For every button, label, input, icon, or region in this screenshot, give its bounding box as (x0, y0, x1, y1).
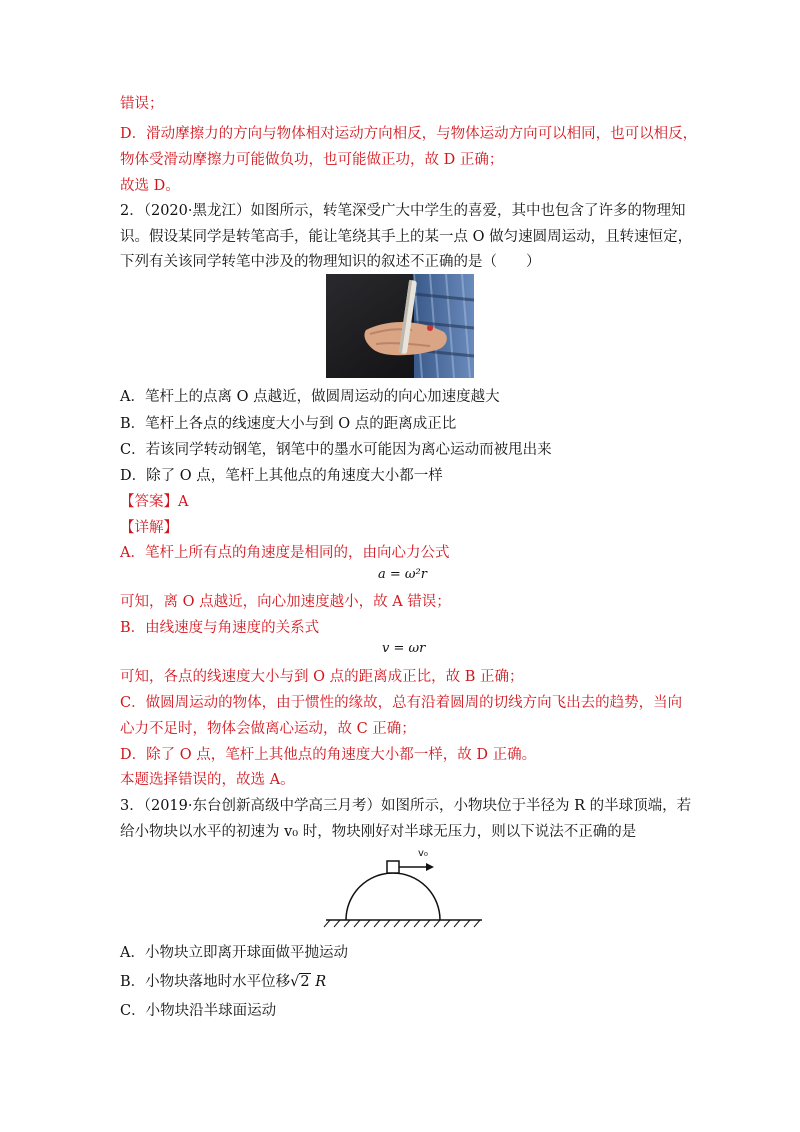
prev-answer-error-line: 错误； (120, 96, 164, 112)
q2-stem-line-2: 识。假设某同学是转笔高手，能让笔绕其手上的某一点 O 做匀速圆周运动，且转速恒定， (120, 229, 693, 245)
q2-detail-d: D．除了 O 点，笔杆上其他点的角速度大小都一样，故 D 正确。 (120, 747, 537, 763)
pen-spinning-photo (326, 274, 474, 378)
q3-option-b-radius: R (310, 974, 327, 990)
q2-detail-b: B．由线速度与角速度的关系式 (120, 620, 320, 636)
q2-option-c: C．若该同学转动钢笔，钢笔中的墨水可能因为离心运动而被甩出来 (120, 442, 552, 458)
q3-stem-line-1: 3．（2019·东台创新高级中学高三月考）如图所示，小物块位于半径为 R 的半球顶端，若 (120, 798, 692, 814)
q2-detail-a: A．笔杆上所有点的角速度是相同的，由向心力公式 (120, 545, 450, 561)
q3-option-b-text: B．小物块落地时水平位移 (120, 974, 291, 990)
prev-answer-d-line-1: D．滑动摩擦力的方向与物体相对运动方向相反，与物体运动方向可以相同，也可以相反， (120, 126, 698, 142)
q2-detail-a-conclusion: 可知，离 O 点越近，向心加速度越小，故 A 错误； (120, 594, 451, 610)
sqrt-radicand: 2 (300, 974, 310, 990)
q2-stem-line-3: 下列有关该同学转笔中涉及的物理知识的叙述不正确的是（ ） (120, 254, 541, 270)
q2-detail-c-line-1: C．做圆周运动的物体，由于惯性的缘故，总有沿着圆周的切线方向飞出去的趋势，当向 (120, 695, 683, 711)
q2-detail-b-conclusion: 可知，各点的线速度大小与到 O 点的距离成正比，故 B 正确； (120, 669, 524, 685)
prev-answer-conclusion: 故选 D。 (120, 178, 180, 194)
hemisphere-arc (346, 873, 440, 920)
q2-formula-velocity: v = ωr (382, 641, 426, 656)
velocity-label: v₀ (418, 848, 428, 859)
q2-formula-centripetal: a = ω²r (378, 567, 427, 582)
q3-option-b (120, 972, 326, 992)
q2-detail-conclusion: 本题选择错误的，故选 A。 (120, 772, 295, 788)
q3-option-a: A．小物块立即离开球面做平抛运动 (120, 945, 348, 961)
pen-spinning-image (326, 274, 474, 378)
q2-stem-line-1: 2．（2020·黑龙江）如图所示，转笔深受广大中学生的喜爱，其中也包含了许多的物理知 (120, 203, 686, 219)
q3-option-c: C．小物块沿半球面运动 (120, 1003, 277, 1019)
q2-detail-c-line-2: 心力不足时，物体会做离心运动，故 C 正确； (120, 721, 416, 737)
hemisphere-diagram (322, 842, 484, 928)
q2-option-d: D．除了 O 点，笔杆上其他点的角速度大小都一样 (120, 468, 443, 484)
ground-hatching (324, 920, 480, 927)
q2-option-a: A．笔杆上的点离 O 点越近，做圆周运动的向心加速度越大 (120, 389, 500, 405)
velocity-arrowhead (426, 863, 434, 871)
prev-answer-d-line-2: 物体受滑动摩擦力可能做负功，也可能做正功，故 D 正确； (120, 152, 504, 168)
q2-detail-title: 【详解】 (120, 520, 178, 536)
q2-option-b: B．笔杆上各点的线速度大小与到 O 点的距离成正比 (120, 416, 457, 432)
small-block (387, 861, 399, 873)
sqrt-symbol: √2 (290, 974, 310, 990)
hemisphere-figure (322, 842, 484, 928)
q3-stem-line-2: 给小物块以水平的初速为 v₀ 时，物块刚好对半球无压力，则以下说法不正确的是 (120, 824, 637, 840)
q2-answer: 【答案】A (120, 494, 189, 510)
